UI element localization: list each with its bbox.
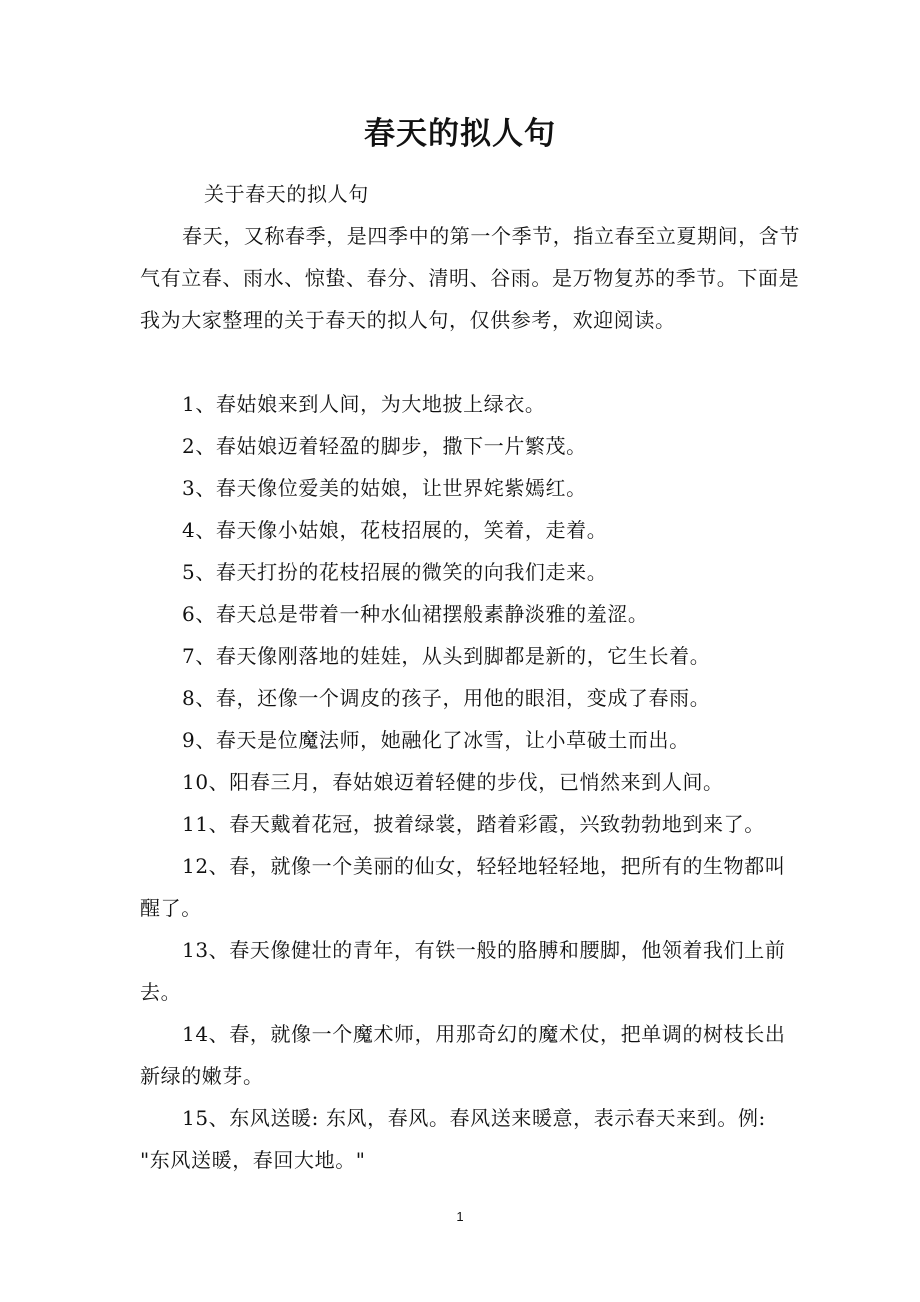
list-item: 5、春天打扮的花枝招展的微笑的向我们走来。 (182, 560, 608, 584)
list-item: 6、春天总是带着一种水仙裙摆般素静淡雅的羞涩。 (182, 602, 649, 626)
list-item: 7、春天像刚落地的娃娃，从头到脚都是新的，它生长着。 (182, 644, 711, 668)
list-item: 8、春，还像一个调皮的孩子，用他的眼泪，变成了春雨。 (182, 686, 711, 710)
document-title: 春天的拟人句 (364, 116, 556, 152)
list-item: 2、春姑娘迈着轻盈的脚步，撒下一片繁茂。 (182, 434, 587, 458)
list-item: 15、东风送暖: 东风，春风。春风送来暖意，表示春天来到。例: "东风送暖，春回大地。" (140, 1106, 766, 1172)
list-item: 11、春天戴着花冠，披着绿裳，踏着彩霞，兴致勃勃地到来了。 (182, 812, 765, 836)
list-item: 13、春天像健壮的青年，有铁一般的胳膊和腰脚，他领着我们上前去。 (140, 938, 786, 1004)
paragraph-spacer (140, 341, 800, 383)
intro-paragraph: 春天，又称春季，是四季中的第一个季节，指立春至立夏期间，含节气有立春、雨水、惊蛰、春分、清明、谷雨。是万物复苏的季节。下面是我为大家整理的关于春天的拟人句，仅供参考，欢迎阅读。 (140, 224, 800, 332)
list-item: 10、阳春三月，春姑娘迈着轻健的步伐，已悄然来到人间。 (182, 770, 724, 794)
document-subtitle: 关于春天的拟人句 (204, 182, 369, 206)
sentence-list (140, 383, 800, 1181)
document-body (140, 173, 800, 1181)
list-item: 1、春姑娘来到人间，为大地披上绿衣。 (182, 392, 546, 416)
list-item: 14、春，就像一个魔术师，用那奇幻的魔术仗，把单调的树枝长出新绿的嫩芽。 (140, 1022, 786, 1088)
page-number: 1 (456, 1209, 464, 1224)
list-item: 4、春天像小姑娘，花枝招展的，笑着，走着。 (182, 518, 608, 542)
list-item: 12、春，就像一个美丽的仙女，轻轻地轻轻地，把所有的生物都叫醒了。 (140, 854, 786, 920)
list-item: 3、春天像位爱美的姑娘，让世界姹紫嫣红。 (182, 476, 587, 500)
list-item: 9、春天是位魔法师，她融化了冰雪，让小草破土而出。 (182, 728, 690, 752)
